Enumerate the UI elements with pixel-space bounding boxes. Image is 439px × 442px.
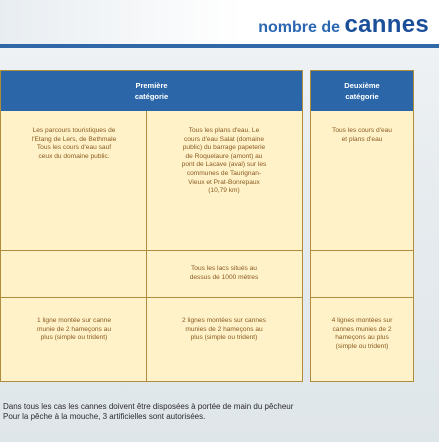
first-cat-col2-row2: Tous les lacs situés au dessus de 1000 mètres: [189, 265, 259, 281]
first-cat-col2-row3: 2 lignes montées sur cannes munies de 2 hameçons au plus (simple ou trident): [182, 317, 266, 342]
second-category-header-line1: Deuxième: [344, 81, 380, 90]
row-divider: [311, 297, 413, 298]
column-divider: [146, 111, 147, 381]
page-title: [258, 10, 429, 40]
first-category-header-line2: catégorie: [134, 92, 169, 101]
footer-line2: Pour la pêche à la mouche, 3 artificielles sont autorisées.: [3, 412, 206, 421]
first-cat-col2-row1: Tous les plans d'eau. Le cours d'eau Salat (domaine public) du barrage papeterie de Roquelaure (amont) au pont de Lacave (aval) sur les communes de Taurignan- Vieux et Prat-Bonrepaux (10,79 km): [181, 127, 267, 195]
first-cat-col1-row3: 1 ligne montée sur canne munie de 2 hameçons au plus (simple ou trident): [36, 317, 112, 342]
row-divider: [1, 297, 302, 298]
first-category-header: [1, 71, 302, 111]
second-category-panel: [310, 70, 414, 382]
row-divider: [1, 250, 302, 251]
page-header: [0, 0, 439, 47]
second-category-header: [311, 71, 413, 111]
second-cat-row3: 4 lignes montées sur cannes munies de 2 hameçons au plus (simple ou trident): [331, 317, 393, 350]
second-category-header-line2: catégorie: [345, 92, 379, 101]
footer-notes: [3, 402, 293, 422]
title-small: nombre de: [258, 19, 341, 36]
row-divider: [311, 250, 413, 251]
first-category-header-line1: Première: [135, 81, 168, 90]
footer-line1: Dans tous les cas les cannes doivent être disposées à portée de main du pêcheur: [3, 402, 294, 411]
first-category-panel: [0, 70, 303, 382]
title-big: cannes: [344, 11, 429, 38]
header-stripe: [0, 44, 439, 48]
first-cat-col1-row1: Les parcours touristiques de l'Etang de Lers, de Bethmale Tous les cours d'eau sauf ceux du domaine public.: [31, 127, 117, 160]
second-cat-row1: Tous les cours d'eau et plans d'eau: [332, 127, 392, 143]
